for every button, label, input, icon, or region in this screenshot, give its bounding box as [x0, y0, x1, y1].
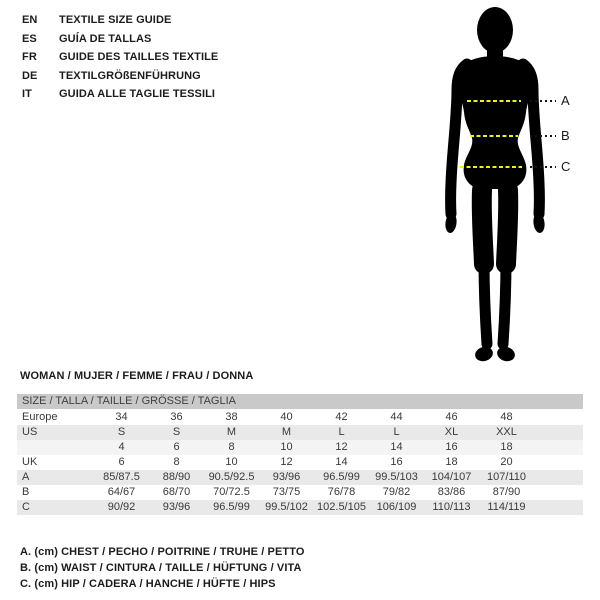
language-code: IT — [22, 88, 32, 101]
table-cell: S — [117, 426, 126, 438]
row-label: UK — [22, 456, 38, 468]
table-cell: 76/78 — [327, 486, 356, 498]
legend-row: C. (cm) HIP / CADERA / HANCHE / HÜFTE / HIPS — [20, 577, 276, 590]
language-row — [22, 48, 218, 67]
size-table — [17, 394, 583, 515]
section-title-woman: WOMAN / MUJER / FEMME / FRAU / DONNA — [20, 370, 254, 382]
table-cell: 88/90 — [162, 471, 191, 483]
table-cell: 40 — [280, 411, 293, 423]
row-label: B — [22, 486, 30, 498]
yellow-dashed-line — [467, 100, 521, 102]
size-table-header: SIZE / TALLA / TAILLE / GRÖSSE / TAGLIA — [17, 394, 583, 409]
row-label: C — [22, 501, 30, 513]
legend-row: A. (cm) CHEST / PECHO / POITRINE / TRUHE / PETTO — [20, 546, 305, 558]
table-cell: S — [172, 426, 181, 438]
row-label: A — [22, 471, 30, 483]
table-cell: 12 — [335, 441, 348, 453]
table-cell: 42 — [335, 411, 348, 423]
table-cell: 110/113 — [432, 501, 471, 513]
table-cell: 68/70 — [162, 486, 191, 498]
black-dotted-line — [530, 135, 556, 137]
language-row — [22, 11, 218, 30]
table-cell: 14 — [335, 456, 348, 468]
table-cell: 6 — [173, 441, 180, 453]
table-cell: 38 — [225, 411, 238, 423]
table-cell: 104/107 — [431, 471, 472, 483]
language-title: GUIDE DES TAILLES TEXTILE — [59, 51, 219, 64]
table-cell: 44 — [390, 411, 403, 423]
size-table-body — [17, 410, 583, 515]
table-cell: 18 — [445, 456, 458, 468]
table-cell: 70/72.5 — [213, 486, 250, 498]
table-cell: 64/67 — [107, 486, 136, 498]
table-cell: XXL — [496, 426, 517, 438]
language-code: FR — [22, 51, 37, 64]
table-cell: 14 — [390, 441, 403, 453]
table-row — [17, 485, 583, 500]
language-title-list — [22, 11, 218, 104]
language-code: EN — [22, 14, 38, 26]
table-row — [17, 410, 583, 425]
table-cell: 20 — [500, 456, 513, 468]
language-title: GUÍA DE TALLAS — [59, 32, 152, 45]
black-dotted-line — [530, 100, 556, 102]
table-cell: 4 — [118, 441, 125, 453]
yellow-dashed-line — [470, 135, 518, 137]
marker-label: B — [561, 128, 570, 143]
language-row — [22, 85, 218, 104]
row-label: US — [22, 426, 38, 438]
legend-row: B. (cm) WAIST / CINTURA / TAILLE / HÜFTUNG / VITA — [20, 561, 302, 574]
language-title: TEXTILGRÖßENFÜHRUNG — [59, 69, 201, 82]
row-label: Europe — [22, 411, 58, 423]
table-cell: 18 — [500, 441, 513, 453]
black-dotted-line — [530, 166, 556, 168]
table-cell: 107/110 — [487, 471, 526, 483]
table-cell: 87/90 — [492, 486, 521, 498]
table-cell: 16 — [445, 441, 458, 453]
table-cell: L — [393, 426, 400, 438]
language-title: GUIDA ALLE TAGLIE TESSILI — [59, 88, 216, 101]
table-cell: 10 — [280, 441, 293, 453]
woman-silhouette-figure — [410, 4, 580, 370]
table-cell: 46 — [445, 411, 458, 423]
measurement-legend — [20, 545, 305, 592]
table-row — [17, 425, 583, 440]
table-cell: 10 — [225, 456, 238, 468]
table-cell: XL — [444, 426, 459, 438]
table-cell: 48 — [500, 411, 513, 423]
table-cell: 73/75 — [272, 486, 301, 498]
table-row — [17, 455, 583, 470]
table-cell: 114/119 — [487, 501, 526, 513]
language-code: DE — [22, 69, 38, 82]
table-cell: 79/82 — [382, 486, 411, 498]
table-cell: M — [281, 426, 292, 438]
table-row — [17, 500, 583, 515]
table-cell: M — [226, 426, 237, 438]
yellow-dashed-line — [460, 166, 522, 168]
table-cell: 12 — [280, 456, 293, 468]
table-cell: 6 — [118, 456, 125, 468]
table-row — [17, 440, 583, 455]
table-cell: 106/109 — [376, 501, 417, 513]
language-code: ES — [22, 32, 37, 45]
table-cell: 16 — [390, 456, 403, 468]
table-cell: 99.5/103 — [375, 471, 418, 483]
silhouette-shape — [444, 7, 545, 363]
table-cell: 93/96 — [162, 501, 191, 513]
table-cell: 8 — [228, 441, 235, 453]
table-cell: 36 — [170, 411, 183, 423]
table-cell: 83/86 — [437, 486, 466, 498]
table-cell: 90/92 — [107, 501, 136, 513]
language-row — [22, 67, 218, 86]
marker-label: A — [561, 93, 570, 108]
table-cell: L — [338, 426, 345, 438]
table-cell: 93/96 — [272, 471, 301, 483]
language-title: TEXTILE SIZE GUIDE — [59, 14, 172, 26]
table-cell: 102.5/105 — [317, 501, 366, 513]
marker-label: C — [561, 159, 571, 174]
table-row — [17, 470, 583, 485]
table-cell: 96.5/99 — [213, 501, 250, 513]
table-cell: 85/87.5 — [103, 471, 140, 483]
table-cell: 8 — [173, 456, 180, 468]
table-cell: 90.5/92.5 — [208, 471, 255, 483]
language-row — [22, 30, 218, 49]
table-cell: 96.5/99 — [323, 471, 360, 483]
table-cell: 34 — [115, 411, 128, 423]
table-cell: 99.5/102 — [265, 501, 308, 513]
